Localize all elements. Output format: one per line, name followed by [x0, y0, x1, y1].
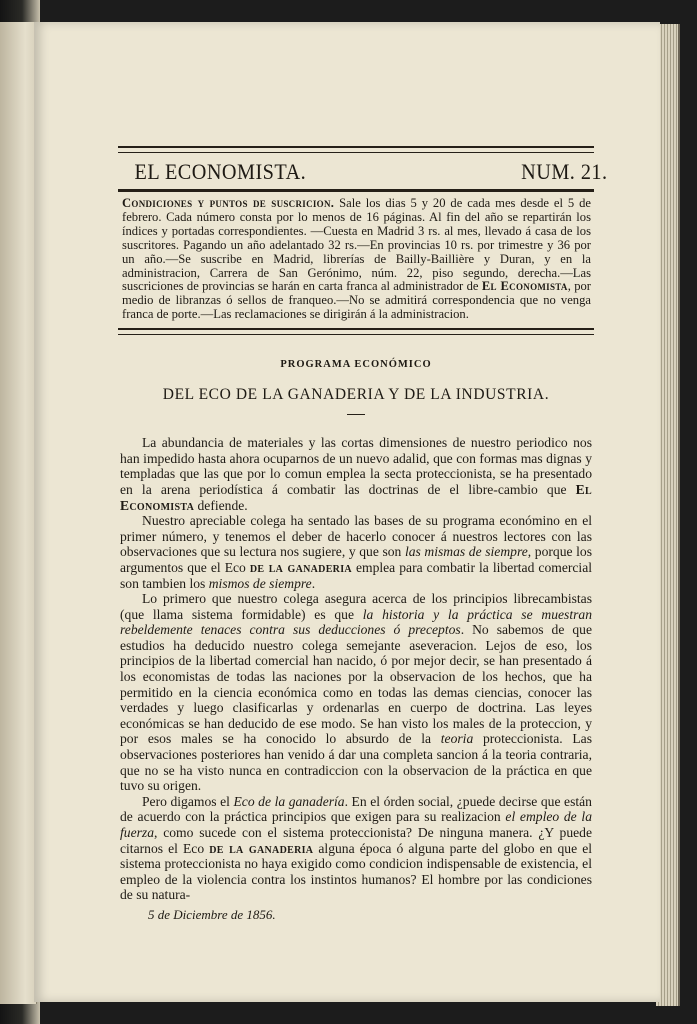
paragraph: Nuestro apreciable colega ha sentado las bases de su programa económino en el primer número, y tenemos el deber de hacerlo conocer á nuestros lectores con las observaciones que su lectura nos sugiere, y que son las mismas de siempre, porque los argumentos que el Eco de la ganaderia emplea para combatir la libertad comercial son tambien los mismos de siempre.: [120, 513, 592, 591]
title-separator: [347, 414, 365, 415]
article-body: [118, 435, 594, 903]
masthead: [118, 153, 622, 187]
article-title: DEL ECO DE LA GANADERIA Y DE LA INDUSTRIA.: [162, 386, 550, 404]
terms-bottom-rule: [118, 328, 594, 335]
subscription-terms-lead: Condiciones y puntos de suscricion.: [122, 196, 335, 210]
book-page: [34, 22, 660, 1002]
facing-page-edge: [0, 22, 37, 1004]
issue-number: NUM. 21.: [521, 159, 608, 184]
periodical-name-inline: El Economista: [481, 279, 568, 294]
section-label: PROGRAMA ECONÓMICO: [280, 359, 432, 371]
paragraph: La abundancia de materiales y las cortas dimensiones de nuestro periodico nos han impedido hasta ahora ocuparnos de un nuevo adalid, que con formas mas dignas y templadas que las que por lo comun emplea la secta proteccionista, se ha presentado en la arena periodística á combatir las doctrinas de el libre-cambio que El Economista defiende.: [120, 435, 592, 513]
issue-date: 5 de Diciembre de 1856.: [148, 906, 276, 922]
page-content: [118, 146, 608, 923]
paragraph: Pero digamos el Eco de la ganadería. En el órden social, ¿puede decirse que están de acuerdo con la práctica principios que exigen para su realizacion el empleo de la fuerza, como sucede con el sistema proteccionista? De ninguna manera. ¿Y puede citarnos el Eco de la ganaderia alguna época ó alguna parte del globo en que el sistema proteccionista no haya exigido como condicion indispensable de existencia, el empleo de la violencia contra los instintos humanos? El hombre por las condiciones de su natura-: [120, 793, 593, 903]
periodical-title: EL ECONOMISTA.: [134, 159, 307, 184]
paragraph: Lo primero que nuestro colega asegura acerca de los principios librecambistas (que llama sistema formidable) es que la historia y la práctica se muestran rebeldemente tenaces contra sus deducciones ó preceptos. No sabemos de que estudios ha deducido nuestro colega semejante aseveracion. Lejos de eso, los principios de la libertad comercial han nacido, ó por mejor decir, se han presentado á los economistas de todas las naciones por la observacion de los hechos, que ha permitido en la ciencia económica como en todas las demas ciencias, conocer las verdades y luego clasificarlas y ordenarlas en cuerpo de doctrina. Las leyes económicas se han deducido de ese modo. Se han visto los males de la proteccion, y por esos males se ha conocido lo absurdo de la teoria proteccionista. Las observaciones posteriores han venido á dar una completa sancion á la teoria contraria, que no se ha visto nunca en contradiccion con la observacion de la práctica en que tuvo su origen.: [120, 591, 593, 794]
masthead-top-rule: [118, 146, 594, 153]
subscription-terms: Condiciones y puntos de suscricion. Sale los dias 5 y 20 de cada mes desde el 5 de febrero. Cada número consta por lo menos de 16 páginas. Al fin del año se repartirán los índices y portadas correspondientes. —Cuesta en Madrid 3 rs. al mes, llevado á casa de los suscritores. Pagando un año adelantado 32 rs.—En provincias 10 rs. por trimestre y 36 por un año.—Se suscribe en Madrid, librerías de Bailly-Baillière y Duran, y en la administracion, Carrera de San Gerónimo, núm. 22, piso segundo, derecha.—Las suscriciones de provincias se harán en carta franca al administrador de El Economista, por medio de libranzas ó sellos de franqueo.—No se admitirá correspondencia que no venga franca de porte.—Las reclamaciones se dirigirán á la administracion.: [122, 196, 592, 322]
masthead-bottom-rule: [118, 189, 594, 192]
